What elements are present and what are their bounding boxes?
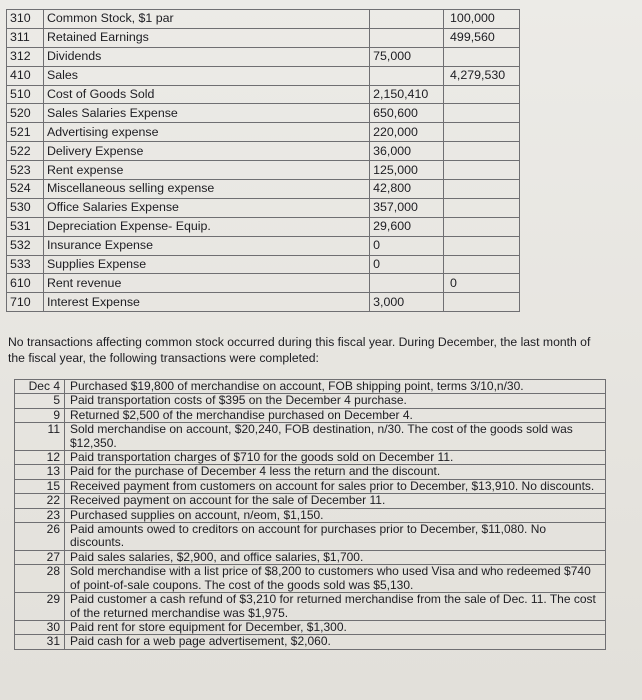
account-row: [7, 255, 520, 274]
account-number: 531: [7, 217, 44, 236]
transaction-row: [15, 508, 606, 522]
debit-amount: [370, 274, 444, 293]
debit-amount: 0: [370, 255, 444, 274]
credit-amount: [444, 142, 520, 161]
account-row: [7, 236, 520, 255]
debit-amount: 75,000: [370, 47, 444, 66]
transaction-date: 23: [15, 508, 65, 522]
transaction-date: 31: [15, 635, 65, 649]
debit-amount: 357,000: [370, 198, 444, 217]
transaction-row: [15, 620, 606, 634]
account-row: [7, 85, 520, 104]
account-name: Depreciation Expense- Equip.: [43, 217, 369, 236]
debit-amount: 42,800: [370, 180, 444, 199]
transaction-date: 26: [15, 523, 65, 551]
credit-amount: 499,560: [444, 28, 520, 47]
transaction-date: 30: [15, 620, 65, 634]
transaction-date: 27: [15, 550, 65, 564]
transaction-text: Paid transportation costs of $395 on the December 4 purchase.: [65, 394, 606, 408]
transaction-row: [15, 465, 606, 479]
credit-amount: [444, 104, 520, 123]
account-name: Sales Salaries Expense: [43, 104, 369, 123]
trial-balance-table: [6, 9, 520, 312]
transaction-row: [15, 380, 606, 394]
account-number: 710: [7, 293, 44, 312]
transaction-date: 12: [15, 451, 65, 465]
debit-amount: 29,600: [370, 217, 444, 236]
debit-amount: 125,000: [370, 161, 444, 180]
credit-amount: [444, 85, 520, 104]
debit-amount: [370, 66, 444, 85]
debit-amount: [370, 28, 444, 47]
account-number: 523: [7, 161, 44, 180]
transaction-text: Paid transportation charges of $710 for the goods sold on December 11.: [65, 451, 606, 465]
transaction-text: Paid rent for store equipment for December, $1,300.: [65, 620, 606, 634]
transaction-row: [15, 523, 606, 551]
account-name: Insurance Expense: [43, 236, 369, 255]
account-row: [7, 161, 520, 180]
transaction-row: [15, 451, 606, 465]
account-name: Dividends: [43, 47, 369, 66]
credit-amount: [444, 198, 520, 217]
debit-amount: 220,000: [370, 123, 444, 142]
account-name: Delivery Expense: [43, 142, 369, 161]
account-row: [7, 198, 520, 217]
transaction-row: [15, 423, 606, 451]
transaction-date: 22: [15, 494, 65, 508]
account-name: Supplies Expense: [43, 255, 369, 274]
transaction-text: Purchased $19,800 of merchandise on account, FOB shipping point, terms 3/10,n/30.: [65, 380, 606, 394]
transaction-text: Received payment from customers on account for sales prior to December, $13,910. No discounts.: [65, 479, 606, 493]
account-number: 311: [7, 28, 44, 47]
account-name: Rent revenue: [43, 274, 369, 293]
transaction-date: 9: [15, 408, 65, 422]
account-row: [7, 217, 520, 236]
account-number: 410: [7, 66, 44, 85]
transaction-row: [15, 565, 606, 593]
credit-amount: [444, 217, 520, 236]
transaction-text: Returned $2,500 of the merchandise purchased on December 4.: [65, 408, 606, 422]
account-name: Miscellaneous selling expense: [43, 180, 369, 199]
transaction-date: 28: [15, 565, 65, 593]
account-row: [7, 28, 520, 47]
transaction-text: Paid amounts owed to creditors on account for purchases prior to December, $11,080. No discounts.: [65, 523, 606, 551]
account-row: [7, 10, 520, 29]
account-row: [7, 274, 520, 293]
transaction-text: Paid for the purchase of December 4 less the return and the discount.: [65, 465, 606, 479]
account-row: [7, 293, 520, 312]
account-number: 532: [7, 236, 44, 255]
transaction-date: 29: [15, 593, 65, 621]
credit-amount: 4,279,530: [444, 66, 520, 85]
transaction-row: [15, 550, 606, 564]
debit-amount: 0: [370, 236, 444, 255]
credit-amount: [444, 236, 520, 255]
credit-amount: [444, 255, 520, 274]
account-number: 533: [7, 255, 44, 274]
transaction-text: Sold merchandise on account, $20,240, FOB destination, n/30. The cost of the goods sold was $12,350.: [65, 423, 606, 451]
transaction-date: 13: [15, 465, 65, 479]
transaction-text: Received payment on account for the sale of December 11.: [65, 494, 606, 508]
credit-amount: [444, 123, 520, 142]
transaction-date: 11: [15, 423, 65, 451]
transaction-row: [15, 394, 606, 408]
account-name: Common Stock, $1 par: [43, 10, 369, 29]
transaction-row: [15, 494, 606, 508]
credit-amount: [444, 47, 520, 66]
account-row: [7, 66, 520, 85]
transaction-row: [15, 593, 606, 621]
account-number: 522: [7, 142, 44, 161]
account-name: Interest Expense: [43, 293, 369, 312]
account-row: [7, 123, 520, 142]
credit-amount: [444, 180, 520, 199]
account-row: [7, 47, 520, 66]
account-number: 510: [7, 85, 44, 104]
transaction-text: Paid sales salaries, $2,900, and office salaries, $1,700.: [65, 550, 606, 564]
account-number: 521: [7, 123, 44, 142]
account-row: [7, 142, 520, 161]
transaction-row: [15, 408, 606, 422]
transaction-row: [15, 635, 606, 649]
debit-amount: 3,000: [370, 293, 444, 312]
account-name: Sales: [43, 66, 369, 85]
account-number: 610: [7, 274, 44, 293]
account-number: 312: [7, 47, 44, 66]
intro-paragraph: No transactions affecting common stock occurred during this fiscal year. During December, the last month of the fiscal year, the following transactions were completed:: [8, 335, 591, 365]
credit-amount: 100,000: [444, 10, 520, 29]
transaction-date: 15: [15, 479, 65, 493]
account-name: Office Salaries Expense: [43, 198, 369, 217]
account-number: 530: [7, 198, 44, 217]
transaction-text: Purchased supplies on account, n/eom, $1,150.: [65, 508, 606, 522]
transaction-date: 5: [15, 394, 65, 408]
transactions-table: [14, 379, 606, 650]
account-number: 310: [7, 10, 44, 29]
account-number: 524: [7, 180, 44, 199]
credit-amount: [444, 161, 520, 180]
account-row: [7, 180, 520, 199]
debit-amount: 2,150,410: [370, 85, 444, 104]
transaction-row: [15, 479, 606, 493]
credit-amount: 0: [444, 274, 520, 293]
account-name: Retained Earnings: [43, 28, 369, 47]
transaction-date: Dec 4: [15, 380, 65, 394]
debit-amount: [370, 10, 444, 29]
account-name: Advertising expense: [43, 123, 369, 142]
credit-amount: [444, 293, 520, 312]
transaction-text: Paid customer a cash refund of $3,210 for returned merchandise from the sale of Dec. 11. The cost of the returned merchandise was $1,975.: [65, 593, 606, 621]
transaction-text: Sold merchandise with a list price of $8,200 to customers who used Visa and who redeemed $740 of point-of-sale coupons. The cost of the goods sold was $5,130.: [65, 565, 606, 593]
debit-amount: 650,600: [370, 104, 444, 123]
transaction-text: Paid cash for a web page advertisement, $2,060.: [65, 635, 606, 649]
account-name: Cost of Goods Sold: [43, 85, 369, 104]
account-name: Rent expense: [43, 161, 369, 180]
account-number: 520: [7, 104, 44, 123]
account-row: [7, 104, 520, 123]
debit-amount: 36,000: [370, 142, 444, 161]
